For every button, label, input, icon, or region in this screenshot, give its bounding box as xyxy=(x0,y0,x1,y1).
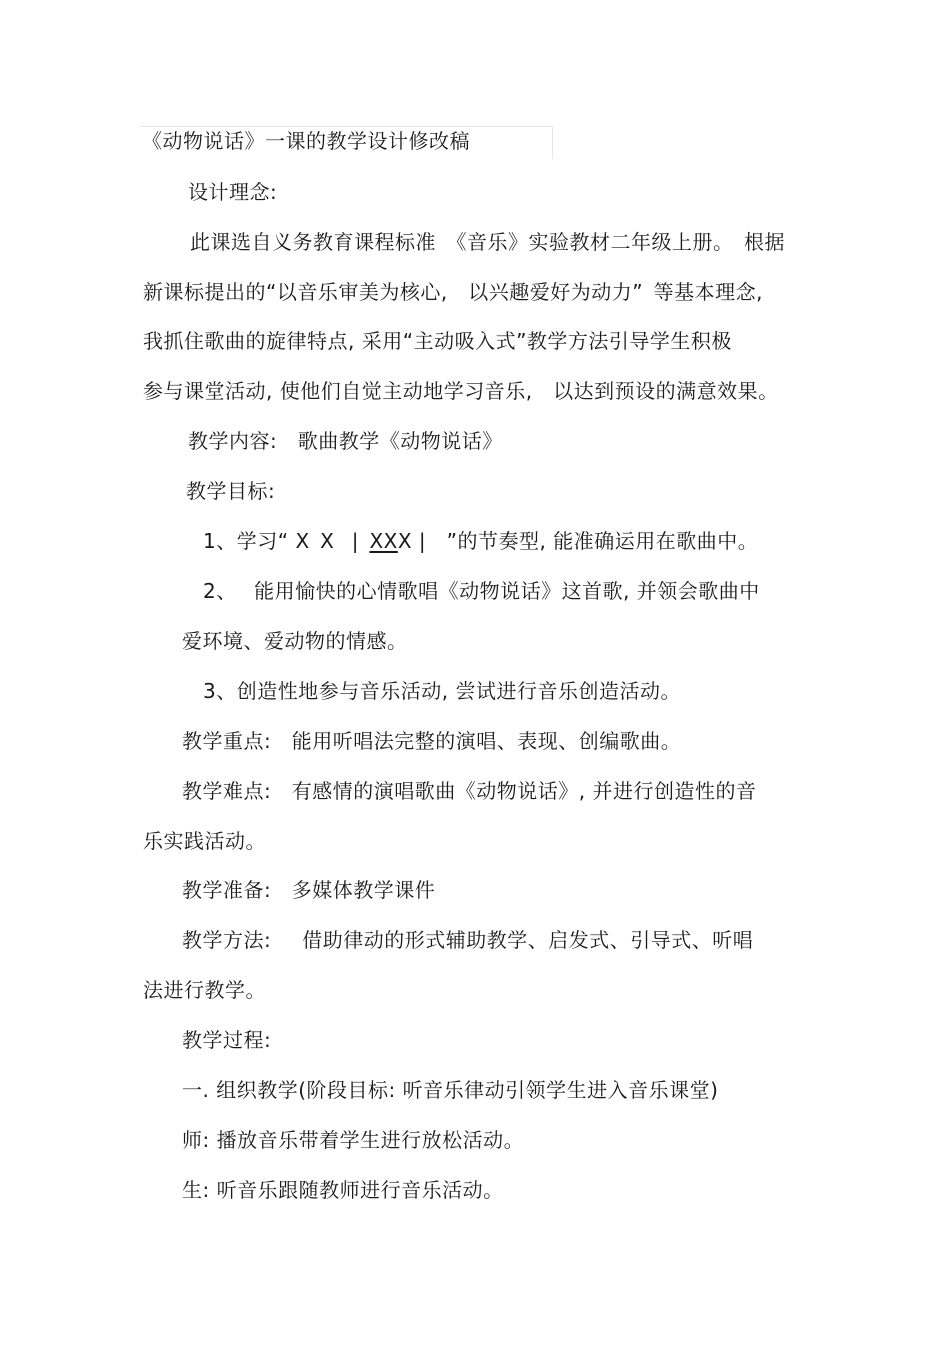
difficulties-continuation: 乐实践活动。 xyxy=(143,829,266,853)
goal-item-2-line-2: 爱环境、爱动物的情感。 xyxy=(182,629,408,653)
rhythm-underlined: XX xyxy=(369,529,398,553)
design-concept-line-2: 新课标提出的“以音乐审美为核心, 以兴趣爱好为动力” 等基本理念, xyxy=(143,280,763,304)
teaching-content-label: 教学内容: xyxy=(188,429,278,453)
goal-item-1 xyxy=(203,527,758,555)
goal-item-3: 3、创造性地参与音乐活动, 尝试进行音乐创造活动。 xyxy=(203,679,681,703)
document-title: 《动物说话》一课的教学设计修改稿 xyxy=(142,129,470,153)
difficulties-value: 有感情的演唱歌曲《动物说话》, 并进行创造性的音 xyxy=(291,779,757,803)
key-points xyxy=(182,727,681,755)
design-concept-line-4: 参与课堂活动, 使他们自觉主动地学习音乐, 以达到预设的满意效果。 xyxy=(143,379,779,403)
teaching-content-value: 歌曲教学《动物说话》 xyxy=(297,429,503,453)
goal-item-2-line-1: 2、 能用愉快的心情歌唱《动物说话》这首歌, 并领会歌曲中 xyxy=(203,579,760,603)
process-step-1: 一. 组织教学(阶段目标: 听音乐律动引领学生进入音乐课堂) xyxy=(182,1078,719,1102)
key-points-value: 能用听唱法完整的演唱、表现、创编歌曲。 xyxy=(291,729,682,753)
goals-heading: 教学目标: xyxy=(186,479,276,503)
preparation-value: 多媒体教学课件 xyxy=(291,878,436,902)
preparation xyxy=(182,876,435,904)
difficulties-label: 教学难点: xyxy=(182,779,272,803)
key-points-label: 教学重点: xyxy=(182,729,272,753)
design-concept-line-1: 此课选自义务教育课程标准 《音乐》实验教材二年级上册。 根据 xyxy=(190,230,785,254)
difficulties xyxy=(182,777,756,805)
methods xyxy=(182,926,753,954)
methods-continuation: 法进行教学。 xyxy=(143,978,266,1002)
methods-label: 教学方法: xyxy=(182,928,272,952)
rhythm-tail: X | xyxy=(397,529,427,553)
preparation-label: 教学准备: xyxy=(182,878,272,902)
design-concept-heading: 设计理念: xyxy=(188,180,278,204)
methods-value: 借助律动的形式辅助教学、启发式、引导式、听唱 xyxy=(302,928,754,952)
design-concept-line-3: 我抓住歌曲的旋律特点, 采用“主动吸入式”教学方法引导学生积极 xyxy=(143,329,732,353)
process-student: 生: 听音乐跟随教师进行音乐活动。 xyxy=(182,1178,504,1202)
goal-item-1-prefix: 1、学习“ X X | xyxy=(203,529,370,553)
teaching-content xyxy=(188,427,503,455)
goal-item-1-suffix: ”的节奏型, 能准确运用在歌曲中。 xyxy=(426,529,759,553)
process-teacher: 师: 播放音乐带着学生进行放松活动。 xyxy=(182,1128,525,1152)
process-heading: 教学过程: xyxy=(182,1028,272,1052)
